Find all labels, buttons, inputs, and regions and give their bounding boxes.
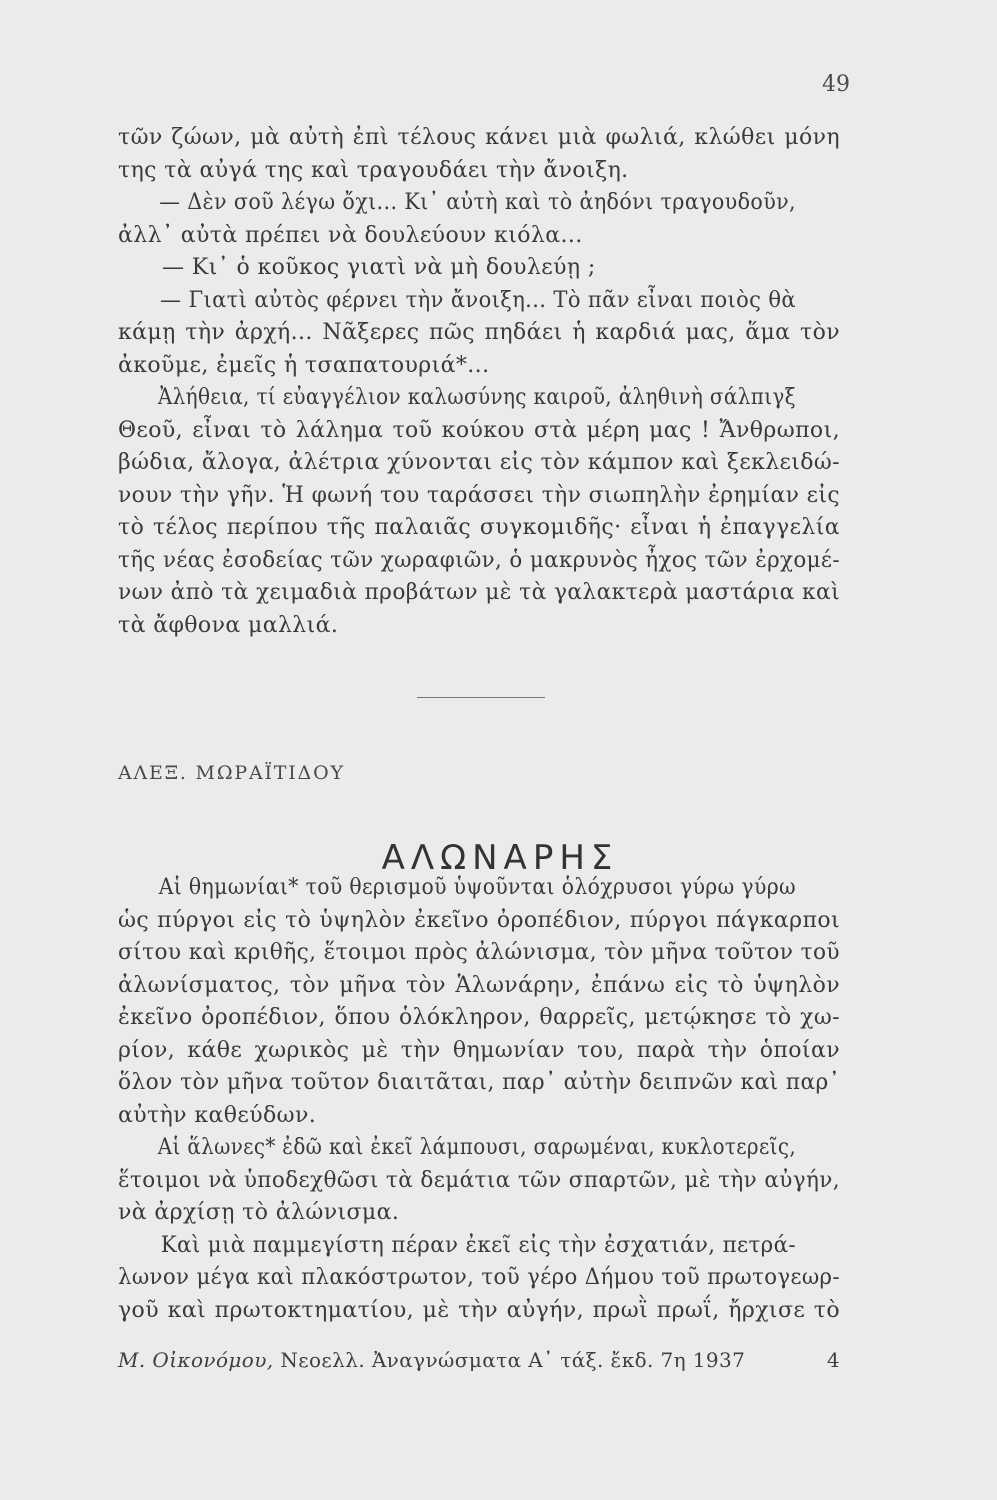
text-line: ρίον, κάθε χωρικὸς μὲ τὴν θημωνίαν του, παρὰ τὴν ὁποίαν — [118, 1037, 840, 1063]
text-line: ἀλλ᾽ αὐτὰ πρέπει νὰ δουλεύουν κιόλα... — [118, 222, 583, 248]
text-line: — Δὲν σοῦ λέγω ὄχι... Κι᾽ αὐτὴ καὶ τὸ ἀηδόνι τραγουδοῦν, — [159, 190, 797, 215]
section-divider — [417, 697, 545, 698]
text-line: ὅλον τὸν μῆνα τοῦτον διαιτᾶται, παρ᾽ αὐτὴν δειπνῶν καὶ παρ᾽ — [118, 1070, 840, 1095]
text-line: σίτου καὶ κριθῆς, ἕτοιμοι πρὸς ἀλώνισμα, τὸν μῆνα τοῦτον τοῦ — [118, 940, 840, 965]
author-name: ΑΛΕΞ. ΜΩΡΑΪΤΙΔΟΥ — [118, 762, 345, 784]
text-line: ἕτοιμοι νὰ ὑποδεχθῶσι τὰ δεμάτια τῶν σπαρτῶν, μὲ τὴν αὐγήν, — [118, 1167, 840, 1193]
text-line: τῶν ζώων, μὰ αὐτὴ ἐπὶ τέλους κάνει μιὰ φωλιά, κλώθει μόνη — [118, 125, 840, 150]
text-line: τῆς νέας ἐσοδείας τῶν χωραφιῶν, ὁ μακρυνὸς ἦχος τῶν ἐρχομέ- — [118, 547, 840, 573]
text-line: — Κι᾽ ὁ κοῦκος γιατὶ νὰ μὴ δουλεύῃ ; — [162, 255, 596, 280]
text-line: γοῦ καὶ πρωτοκτηματίου, μὲ τὴν αὐγήν, πρωῒ πρωΐ, ἤρχισε τὸ — [118, 1297, 840, 1323]
text-line: Αἱ ἅλωνες* ἐδῶ καὶ ἐκεῖ λάμπουσι, σαρωμέναι, κυκλοτερεῖς, — [157, 1135, 796, 1160]
text-line: Ἀλήθεια, τί εὐαγγέλιον καλωσύνης καιροῦ, ἀληθινὴ σάλπιγξ — [157, 385, 797, 410]
text-line: Αἱ θημωνίαι* τοῦ θερισμοῦ ὑψοῦνται ὁλόχρυσοι γύρω γύρω — [158, 875, 796, 900]
text-line: ἀλωνίσματος, τὸν μῆνα τὸν Ἁλωνάρην, ἐπάνω εἰς τὸ ὑψηλὸν — [118, 972, 840, 998]
text-line: τὸ τέλος περίπου τῆς παλαιᾶς συγκομιδῆς· εἶναι ἡ ἐπαγγελία — [118, 515, 840, 540]
text-line: της τὰ αὐγά της καὶ τραγουδάει τὴν ἄνοιξη. — [118, 157, 629, 183]
text-line: τὰ ἄφθονα μαλλιά. — [118, 612, 339, 638]
text-line: Θεοῦ, εἶναι τὸ λάλημα τοῦ κούκου στὰ μέρη μας ! Ἄνθρωποι, — [118, 417, 840, 443]
footer-book: Νεοελλ. Ἀναγνώσματα Α᾽ τάξ. ἔκδ. 7η 1937 — [280, 1348, 746, 1372]
text-line: βώδια, ἄλογα, ἀλέτρια χύνονται εἰς τὸν κάμπον καὶ ξεκλειδώ- — [118, 450, 840, 475]
text-line: κάμῃ τὴν ἀρχή... Νᾶξερες πῶς πηδάει ἡ καρδιά μας, ἅμα τὸν — [118, 320, 840, 345]
page-number: 49 — [822, 72, 850, 97]
text-line: λωνον μέγα καὶ πλακόστρωτον, τοῦ γέρο Δήμου τοῦ πρωτογεωρ- — [118, 1265, 840, 1290]
piece-title: ΑΛΩΝΑΡΗΣ — [381, 837, 619, 878]
text-line: ἀκοῦμε, ἐμεῖς ἡ τσαπατουριά*... — [118, 352, 490, 378]
footer-citation — [118, 1348, 745, 1372]
text-block-kukos — [118, 122, 840, 642]
text-line: — Γιατὶ αὐτὸς φέρνει τὴν ἄνοιξη... Τὸ πᾶν εἶναι ποιὸς θὰ — [160, 287, 797, 313]
text-line: ὡς πύργοι εἰς τὸ ὑψηλὸν ἐκεῖνο ὀροπέδιον, πύργοι πάγκαρποι — [118, 907, 840, 933]
text-line: ἐκεῖνο ὀροπέδιον, ὅπου ὁλόκληρον, θαρρεῖς, μετῴκησε τὸ χω- — [118, 1005, 840, 1030]
text-line: Καὶ μιὰ παμμεγίστη πέραν ἐκεῖ εἰς τὴν ἐσχατιάν, πετρά- — [160, 1232, 797, 1258]
text-line: αὐτὴν καθεύδων. — [118, 1102, 317, 1128]
text-line: νουν τὴν γῆν. Ἡ φωνή του ταράσσει τὴν σιωπηλὴν ἐρημίαν εἰς — [118, 482, 840, 508]
text-block-alonaris — [118, 872, 840, 1327]
text-line: νὰ ἀρχίσῃ τὸ ἀλώνισμα. — [118, 1200, 400, 1225]
text-line: νων ἀπὸ τὰ χειμαδιὰ προβάτων μὲ τὰ γαλακτερὰ μαστάρια καὶ — [118, 580, 840, 605]
footer-author: Μ. Οἰκονόμου, — [118, 1348, 274, 1372]
footer-signature: 4 — [826, 1348, 840, 1372]
